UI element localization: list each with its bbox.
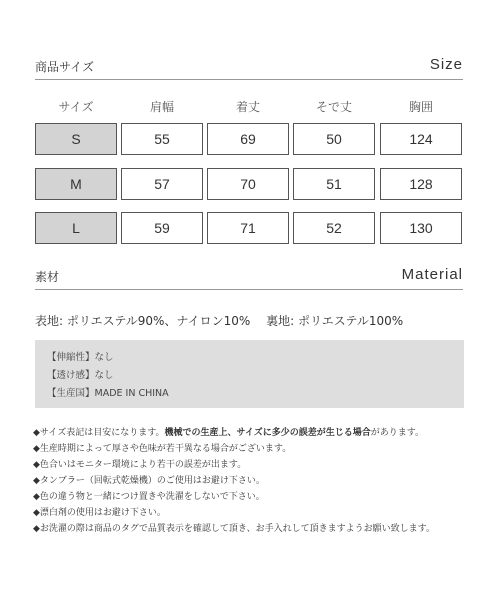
note-text: ◆お洗濯の際は商品のタグで品質表示を確認して頂き、お手入れして頂きますようお願い致します。 xyxy=(33,524,435,534)
note-text: ◆生産時期によって厚さや色味が若干異なる場合がございます。 xyxy=(33,444,292,454)
size-divider xyxy=(35,79,463,80)
header-shoulder: 肩幅 xyxy=(149,100,174,114)
header-size: サイズ xyxy=(58,100,94,114)
material-section-header xyxy=(35,268,463,290)
stretch-property: 【伸縮性】なし xyxy=(47,352,114,363)
note-item xyxy=(33,441,473,457)
note-item xyxy=(33,457,473,473)
note-item xyxy=(33,489,473,505)
chest-value: 124 xyxy=(380,123,462,155)
note-tail: があります。 xyxy=(370,428,425,438)
outer-fabric: 表地: ポリエステル90%、ナイロン10% xyxy=(35,314,251,328)
material-title-en: Material xyxy=(401,266,463,283)
size-label: M xyxy=(35,168,117,200)
note-item xyxy=(33,425,473,441)
sleeve-value: 52 xyxy=(293,212,375,244)
care-notes xyxy=(33,425,473,537)
size-table-header xyxy=(35,98,463,114)
shoulder-value: 55 xyxy=(121,123,203,155)
sleeve-value: 51 xyxy=(293,168,375,200)
size-title-en: Size xyxy=(429,56,463,73)
size-row-s xyxy=(35,123,463,155)
length-value: 69 xyxy=(207,123,289,155)
chest-value: 128 xyxy=(380,168,462,200)
note-text: ◆サイズ表記は目安になります。 xyxy=(33,428,165,438)
note-text: ◆漂白剤の使用はお避け下さい。 xyxy=(33,508,166,518)
note-text: ◆タンブラー（回転式乾燥機）のご使用はお避け下さい。 xyxy=(33,476,265,486)
size-row-m xyxy=(35,168,463,200)
size-title-jp: 商品サイズ xyxy=(35,60,95,74)
note-emphasis: 機械での生産上、サイズに多少の誤差が生じる場合 xyxy=(164,428,371,438)
note-item xyxy=(33,505,473,521)
shoulder-value: 57 xyxy=(121,168,203,200)
length-value: 70 xyxy=(207,168,289,200)
header-chest: 胸囲 xyxy=(408,100,433,114)
note-text: ◆色の違う物と一緒につけ置きや洗濯をしないで下さい。 xyxy=(33,492,265,502)
material-title-jp: 素材 xyxy=(35,270,60,284)
note-item xyxy=(33,473,473,489)
length-value: 71 xyxy=(207,212,289,244)
note-item xyxy=(33,521,473,537)
size-row-l xyxy=(35,212,463,244)
sleeve-value: 50 xyxy=(293,123,375,155)
material-composition xyxy=(35,312,415,329)
size-section-header xyxy=(35,58,463,80)
origin-property: 【生産国】MADE IN CHINA xyxy=(47,388,169,399)
lining-fabric: 裏地: ポリエステル100% xyxy=(266,314,404,328)
note-text: ◆色合いはモニター環境により若干の誤差が出ます。 xyxy=(33,460,247,470)
size-label: L xyxy=(35,212,117,244)
header-length: 着丈 xyxy=(235,100,260,114)
material-divider xyxy=(35,289,463,290)
shoulder-value: 59 xyxy=(121,212,203,244)
header-sleeve: そで丈 xyxy=(315,100,352,114)
sheerness-property: 【透け感】なし xyxy=(47,370,114,381)
properties-box xyxy=(35,340,464,408)
chest-value: 130 xyxy=(380,212,462,244)
size-label: S xyxy=(35,123,117,155)
